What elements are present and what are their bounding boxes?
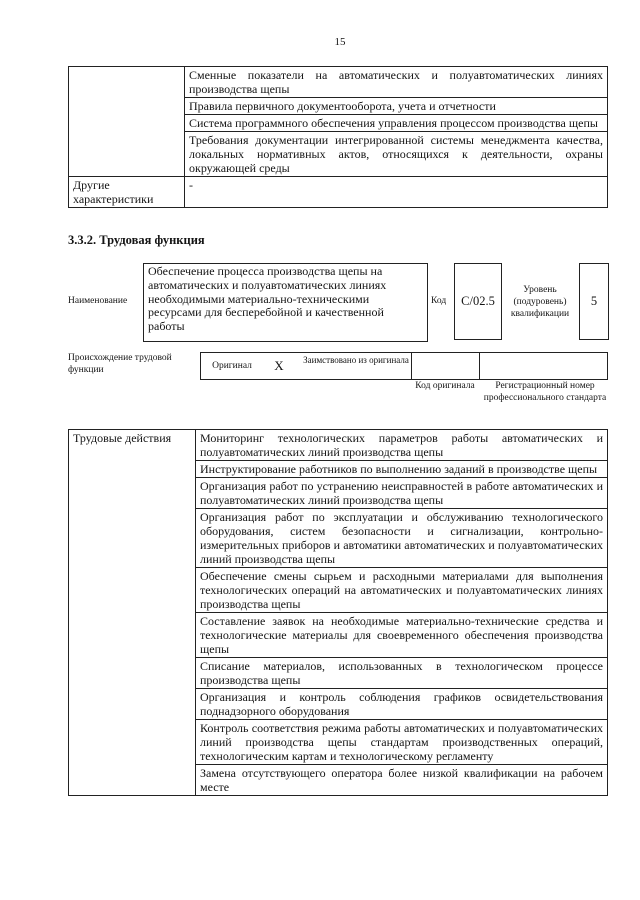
table-cell: Система программного обеспечения управления процессом производства щепы	[185, 115, 608, 132]
table-cell: Контроль соответствия режима работы автоматических и полуавтоматических линий производства щепы стандартам производственных операций, технологическим картам и технологическому регламенту	[196, 720, 608, 765]
knowledge-table	[68, 66, 608, 208]
page-number: 15	[334, 36, 346, 48]
table-cell: Организация и контроль соблюдения графиков освидетельствования поднадзорного оборудования	[196, 689, 608, 720]
function-name-box: Обеспечение процесса производства щепы на автоматических и полуавтоматических линиях необходимыми материально-техническими ресурсами для бесперебойной и качественной работы	[143, 263, 428, 342]
table-cell: Организация работ по устранению неисправностей в работе автоматических и полуавтоматических линий производства щепы	[196, 478, 608, 509]
table-cell: Организация работ по эксплуатации и обслуживанию технологического оборудования, систем безопасности и сигнализации, контрольно-измерительных приборов и автоматики автоматических и полуавтоматических линий производства щепы	[196, 509, 608, 568]
origin-divider	[479, 353, 480, 379]
labor-actions-table	[68, 429, 608, 796]
borrowed-label: Заимствовано из оригинала	[303, 355, 409, 365]
table-row	[69, 67, 608, 98]
labor-actions-label: Трудовые действия	[69, 430, 196, 796]
other-characteristics-label: Другие характеристики	[69, 177, 185, 208]
table-cell-empty	[69, 67, 185, 177]
table-cell: Замена отсутствующего оператора более низкой квалификации на рабочем месте	[196, 765, 608, 796]
table-row	[69, 430, 608, 461]
origin-label: Происхождение трудовой функции	[68, 353, 172, 375]
table-cell: Сменные показатели на автоматических и полуавтоматических линиях производства щепы	[185, 67, 608, 98]
origin-divider	[411, 353, 412, 379]
table-cell: Обеспечение смены сырьем и расходными материалами для выполнения технологических операций на автоматических и полуавтоматических линиях производства щепы	[196, 568, 608, 613]
reg-number-caption: Регистрационный номер профессионального стандарта	[483, 381, 607, 403]
table-row	[69, 177, 608, 208]
code-original-caption: Код оригинала	[415, 381, 475, 391]
table-cell: Инструктирование работников по выполнению заданий в производстве щепы	[196, 461, 608, 478]
level-value: 5	[579, 263, 609, 340]
table-cell: Мониторинг технологических параметров работы автоматических и полуавтоматических линий производства щепы	[196, 430, 608, 461]
origin-row	[200, 352, 608, 380]
original-label: Оригинал	[212, 361, 252, 371]
table-cell: Списание материалов, использованных в технологическом процессе производства щепы	[196, 658, 608, 689]
table-cell: Требования документации интегрированной системы менеджмента качества, локальных нормативных актов, относящихся к деятельности, охраны окружающей среды	[185, 132, 608, 177]
table-cell: Составление заявок на необходимые материально-технические средства и технологические материалы для своевременного обеспечения производства щепы	[196, 613, 608, 658]
code-value: C/02.5	[454, 263, 502, 340]
code-label: Код	[431, 296, 447, 306]
section-title: 3.3.2. Трудовая функция	[68, 233, 205, 247]
level-label: Уровень (подуровень) квалификации	[510, 285, 570, 319]
name-label: Наименование	[68, 296, 128, 306]
other-characteristics-value: -	[185, 177, 608, 208]
original-mark: X	[274, 358, 284, 373]
table-cell: Правила первичного документооборота, учета и отчетности	[185, 98, 608, 115]
